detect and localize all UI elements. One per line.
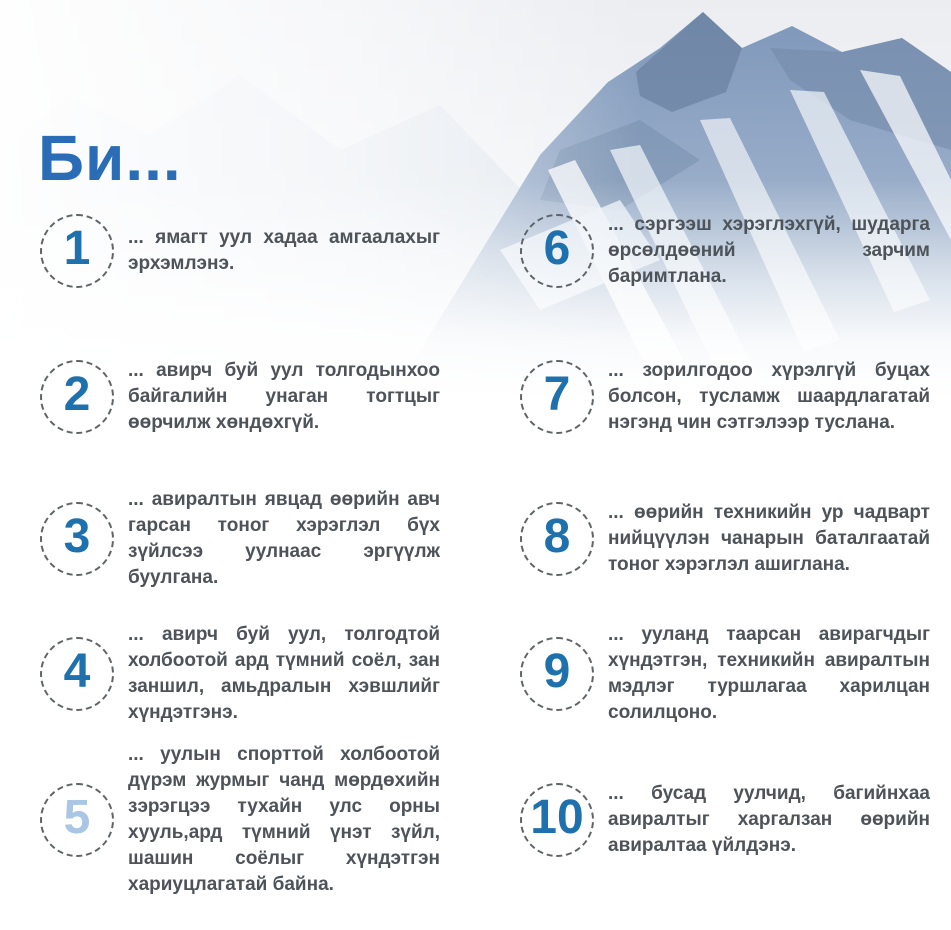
- item-text: ... ууланд таарсан авирагчдыг хүндэтгэн, техникийн авиралтын мэдлэг туршлагаа харилцан солилцоно.: [608, 624, 930, 723]
- list-item: [40, 214, 440, 288]
- item-number-circle: [520, 502, 594, 576]
- item-number-circle: [520, 637, 594, 711]
- item-number-circle: [40, 783, 114, 857]
- list-item: [40, 487, 440, 591]
- item-number-circle: [40, 360, 114, 434]
- item-number: 9: [543, 645, 571, 698]
- list-item: [520, 622, 930, 726]
- mountain-photo: [0, 0, 951, 400]
- item-text: ... зорилгодоо хүрэлгүй буцах болсон, тусламж шаардлагатай нэгэнд чин сэтгэлээр туслана.: [608, 360, 930, 433]
- item-number: 10: [530, 791, 584, 844]
- item-number: 2: [63, 368, 91, 421]
- item-number: 7: [543, 368, 571, 421]
- list-item: [520, 212, 930, 290]
- item-number-circle: [40, 214, 114, 288]
- item-number: 4: [63, 645, 91, 698]
- item-text: ... өөрийн техникийн ур чадварт нийцүүлэн чанарын баталгаатай тоног хэрэглэл ашиглана.: [608, 502, 930, 575]
- item-number: 5: [63, 791, 91, 844]
- list-item: [40, 622, 440, 726]
- list-item: [520, 500, 930, 578]
- item-text: ... авиралтын явцад өөрийн авч гарсан тоног хэрэглэл бүх зүйлсээ уулнаас эргүүлж буулгана.: [128, 489, 440, 588]
- item-text: ... авирч буй уул толгодынхоо байгалийн унаган тогтцыг өөрчилж хөндөхгүй.: [128, 360, 440, 433]
- item-number-circle: [40, 637, 114, 711]
- page-title: Би...: [38, 121, 182, 194]
- item-number: 3: [63, 510, 91, 563]
- list-item: [520, 358, 930, 436]
- item-number-circle: [520, 360, 594, 434]
- item-number: 1: [63, 222, 91, 275]
- item-number-circle: [520, 783, 594, 857]
- item-number: 6: [543, 222, 571, 275]
- list-item: [40, 742, 440, 898]
- item-number: 8: [543, 510, 571, 563]
- item-text: ... бусад уулчид, багийнхаа авиралтыг харгалзан өөрийн авиралтаа үйлдэнэ.: [608, 783, 930, 856]
- item-text: ... авирч буй уул, толгодтой холбоотой ард түмний соёл, зан заншил, амьдралын хэвшлийг хүндэтгэнэ.: [128, 624, 440, 723]
- item-text: ... ямагт уул хадаа амгаалахыг эрхэмлэнэ.: [128, 227, 440, 274]
- list-item: [40, 358, 440, 436]
- item-number-circle: [40, 502, 114, 576]
- item-text: ... сэргээш хэрэглэхгүй, шударга өрсөлдөөний зарчим баримтлана.: [608, 214, 930, 287]
- item-text: ... уулын спорттой холбоотой дүрэм журмыг чанд мөрдөхийн зэрэгцээ тухайн улс орны хууль,ард түмний үнэт зүйл, шашин соёлыг хүндэтгэн хариуцлагатай байна.: [128, 744, 440, 895]
- item-number-circle: [520, 214, 594, 288]
- list-item: [520, 781, 930, 859]
